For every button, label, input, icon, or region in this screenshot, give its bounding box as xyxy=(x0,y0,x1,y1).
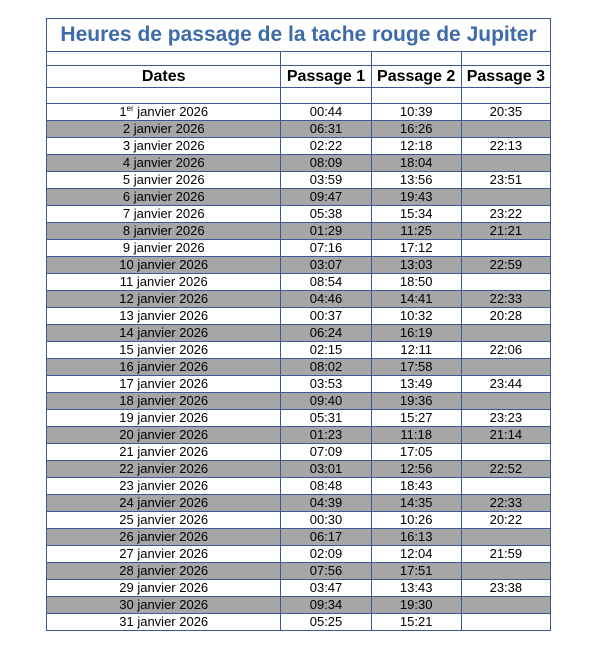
date-cell: 18 janvier 2026 xyxy=(47,393,281,410)
table-row xyxy=(47,580,551,597)
passage-1-cell: 01:29 xyxy=(281,223,371,240)
blank-row xyxy=(47,88,551,104)
spacer-row xyxy=(47,52,551,66)
passage-2-cell: 17:58 xyxy=(371,359,461,376)
passage-2-cell: 13:43 xyxy=(371,580,461,597)
date-cell: 23 janvier 2026 xyxy=(47,478,281,495)
column-header-passage-2: Passage 2 xyxy=(371,66,461,88)
table-row xyxy=(47,189,551,206)
passage-1-cell: 03:01 xyxy=(281,461,371,478)
passage-2-cell: 12:18 xyxy=(371,138,461,155)
header-row xyxy=(47,66,551,88)
table-row xyxy=(47,410,551,427)
passage-2-cell: 19:30 xyxy=(371,597,461,614)
passage-3-cell: 20:28 xyxy=(461,308,550,325)
table-title: Heures de passage de la tache rouge de Jupiter xyxy=(47,19,551,52)
table-row xyxy=(47,223,551,240)
blank-cell xyxy=(47,88,281,104)
passage-2-cell: 15:27 xyxy=(371,410,461,427)
table-row xyxy=(47,138,551,155)
date-cell: 22 janvier 2026 xyxy=(47,461,281,478)
table-row xyxy=(47,529,551,546)
table-row xyxy=(47,563,551,580)
passage-2-cell: 17:12 xyxy=(371,240,461,257)
passage-3-cell xyxy=(461,614,550,631)
table-row xyxy=(47,393,551,410)
passage-3-cell xyxy=(461,529,550,546)
passage-1-cell: 00:30 xyxy=(281,512,371,529)
passage-1-cell: 03:53 xyxy=(281,376,371,393)
date-cell: 6 janvier 2026 xyxy=(47,189,281,206)
date-cell: 3 janvier 2026 xyxy=(47,138,281,155)
date-cell: 24 janvier 2026 xyxy=(47,495,281,512)
table-row xyxy=(47,614,551,631)
passage-1-cell: 04:39 xyxy=(281,495,371,512)
passage-3-cell: 22:33 xyxy=(461,495,550,512)
passage-3-cell: 21:21 xyxy=(461,223,550,240)
date-cell: 12 janvier 2026 xyxy=(47,291,281,308)
date-rest: janvier 2026 xyxy=(133,104,209,119)
passage-1-cell: 01:23 xyxy=(281,427,371,444)
date-cell: 30 janvier 2026 xyxy=(47,597,281,614)
passage-1-cell: 09:40 xyxy=(281,393,371,410)
passage-3-cell xyxy=(461,478,550,495)
date-cell: 16 janvier 2026 xyxy=(47,359,281,376)
passage-1-cell: 04:46 xyxy=(281,291,371,308)
passage-3-cell xyxy=(461,597,550,614)
column-header-dates: Dates xyxy=(47,66,281,88)
passage-1-cell: 00:44 xyxy=(281,104,371,121)
passage-1-cell: 08:02 xyxy=(281,359,371,376)
date-cell: 29 janvier 2026 xyxy=(47,580,281,597)
passage-3-cell xyxy=(461,240,550,257)
passage-1-cell: 05:31 xyxy=(281,410,371,427)
table-row xyxy=(47,274,551,291)
spacer-cell xyxy=(461,52,550,66)
table-row xyxy=(47,359,551,376)
passage-2-cell: 18:43 xyxy=(371,478,461,495)
table-row xyxy=(47,427,551,444)
passage-1-cell: 06:31 xyxy=(281,121,371,138)
passage-2-cell: 17:51 xyxy=(371,563,461,580)
column-header-passage-1: Passage 1 xyxy=(281,66,371,88)
passage-1-cell: 07:16 xyxy=(281,240,371,257)
blank-cell xyxy=(281,88,371,104)
table-row xyxy=(47,257,551,274)
passage-1-cell: 08:09 xyxy=(281,155,371,172)
table-row xyxy=(47,376,551,393)
date-cell: 9 janvier 2026 xyxy=(47,240,281,257)
table-row xyxy=(47,478,551,495)
passage-1-cell: 02:09 xyxy=(281,546,371,563)
passage-2-cell: 19:43 xyxy=(371,189,461,206)
passage-3-cell: 23:22 xyxy=(461,206,550,223)
passage-3-cell: 21:59 xyxy=(461,546,550,563)
passage-2-cell: 17:05 xyxy=(371,444,461,461)
passage-3-cell: 21:14 xyxy=(461,427,550,444)
passage-1-cell: 06:17 xyxy=(281,529,371,546)
passage-2-cell: 16:19 xyxy=(371,325,461,342)
passage-3-cell: 23:51 xyxy=(461,172,550,189)
spacer-cell xyxy=(47,52,281,66)
passage-1-cell: 07:09 xyxy=(281,444,371,461)
passage-3-cell: 23:38 xyxy=(461,580,550,597)
table-row xyxy=(47,104,551,121)
passage-2-cell: 10:26 xyxy=(371,512,461,529)
date-day: 1 xyxy=(119,104,127,119)
passage-2-cell: 14:35 xyxy=(371,495,461,512)
date-cell: 15 janvier 2026 xyxy=(47,342,281,359)
table-row xyxy=(47,206,551,223)
passage-1-cell: 06:24 xyxy=(281,325,371,342)
passage-1-cell: 09:47 xyxy=(281,189,371,206)
passage-3-cell xyxy=(461,155,550,172)
date-cell: 17 janvier 2026 xyxy=(47,376,281,393)
table-row xyxy=(47,155,551,172)
date-cell: 7 janvier 2026 xyxy=(47,206,281,223)
passage-3-cell: 22:52 xyxy=(461,461,550,478)
table-row xyxy=(47,512,551,529)
date-cell xyxy=(47,104,281,121)
table-row xyxy=(47,291,551,308)
passage-2-cell: 16:26 xyxy=(371,121,461,138)
passage-2-cell: 14:41 xyxy=(371,291,461,308)
table-row xyxy=(47,495,551,512)
blank-cell xyxy=(371,88,461,104)
spacer-cell xyxy=(371,52,461,66)
date-ordinal-suffix: er xyxy=(126,104,134,113)
passage-2-cell: 18:50 xyxy=(371,274,461,291)
date-cell: 14 janvier 2026 xyxy=(47,325,281,342)
passage-1-cell: 08:54 xyxy=(281,274,371,291)
table-row xyxy=(47,308,551,325)
passage-2-cell: 15:21 xyxy=(371,614,461,631)
table-row xyxy=(47,444,551,461)
passage-3-cell xyxy=(461,325,550,342)
passage-1-cell: 03:07 xyxy=(281,257,371,274)
passage-3-cell: 22:59 xyxy=(461,257,550,274)
passage-3-cell xyxy=(461,563,550,580)
date-cell: 27 janvier 2026 xyxy=(47,546,281,563)
passage-3-cell: 22:13 xyxy=(461,138,550,155)
date-cell: 8 janvier 2026 xyxy=(47,223,281,240)
passage-2-cell: 13:03 xyxy=(371,257,461,274)
passage-3-cell: 23:23 xyxy=(461,410,550,427)
column-header-passage-3: Passage 3 xyxy=(461,66,550,88)
date-cell: 5 janvier 2026 xyxy=(47,172,281,189)
blank-cell xyxy=(461,88,550,104)
passage-3-cell xyxy=(461,444,550,461)
table-row xyxy=(47,172,551,189)
passage-3-cell xyxy=(461,189,550,206)
passage-1-cell: 02:15 xyxy=(281,342,371,359)
date-cell: 21 janvier 2026 xyxy=(47,444,281,461)
table-row xyxy=(47,546,551,563)
passage-2-cell: 16:13 xyxy=(371,529,461,546)
passage-2-cell: 18:04 xyxy=(371,155,461,172)
passage-3-cell: 23:44 xyxy=(461,376,550,393)
passage-2-cell: 10:39 xyxy=(371,104,461,121)
passage-2-cell: 10:32 xyxy=(371,308,461,325)
spacer-cell xyxy=(281,52,371,66)
passage-2-cell: 19:36 xyxy=(371,393,461,410)
table-row xyxy=(47,342,551,359)
table-row xyxy=(47,240,551,257)
date-cell: 26 janvier 2026 xyxy=(47,529,281,546)
table-row xyxy=(47,121,551,138)
passage-3-cell xyxy=(461,359,550,376)
table-row xyxy=(47,461,551,478)
date-cell: 20 janvier 2026 xyxy=(47,427,281,444)
date-cell: 13 janvier 2026 xyxy=(47,308,281,325)
passage-3-cell: 20:35 xyxy=(461,104,550,121)
passage-1-cell: 05:25 xyxy=(281,614,371,631)
passage-1-cell: 00:37 xyxy=(281,308,371,325)
passage-1-cell: 03:59 xyxy=(281,172,371,189)
passage-2-cell: 13:49 xyxy=(371,376,461,393)
date-cell: 4 janvier 2026 xyxy=(47,155,281,172)
date-cell: 28 janvier 2026 xyxy=(47,563,281,580)
passage-1-cell: 07:56 xyxy=(281,563,371,580)
table-row xyxy=(47,325,551,342)
passage-2-cell: 15:34 xyxy=(371,206,461,223)
table-row xyxy=(47,597,551,614)
passage-1-cell: 08:48 xyxy=(281,478,371,495)
date-cell: 25 janvier 2026 xyxy=(47,512,281,529)
passage-3-cell: 22:06 xyxy=(461,342,550,359)
date-cell: 2 janvier 2026 xyxy=(47,121,281,138)
passage-2-cell: 12:04 xyxy=(371,546,461,563)
passage-3-cell: 20:22 xyxy=(461,512,550,529)
date-cell: 11 janvier 2026 xyxy=(47,274,281,291)
passage-3-cell: 22:33 xyxy=(461,291,550,308)
date-cell: 19 janvier 2026 xyxy=(47,410,281,427)
title-row xyxy=(47,19,551,52)
passage-1-cell: 05:38 xyxy=(281,206,371,223)
passage-1-cell: 02:22 xyxy=(281,138,371,155)
passage-3-cell xyxy=(461,121,550,138)
passage-2-cell: 11:18 xyxy=(371,427,461,444)
passage-3-cell xyxy=(461,274,550,291)
passage-1-cell: 09:34 xyxy=(281,597,371,614)
passage-2-cell: 13:56 xyxy=(371,172,461,189)
passage-2-cell: 11:25 xyxy=(371,223,461,240)
passage-2-cell: 12:11 xyxy=(371,342,461,359)
date-cell: 31 janvier 2026 xyxy=(47,614,281,631)
passage-3-cell xyxy=(461,393,550,410)
passage-table xyxy=(46,18,551,631)
date-cell: 10 janvier 2026 xyxy=(47,257,281,274)
passage-2-cell: 12:56 xyxy=(371,461,461,478)
passage-1-cell: 03:47 xyxy=(281,580,371,597)
